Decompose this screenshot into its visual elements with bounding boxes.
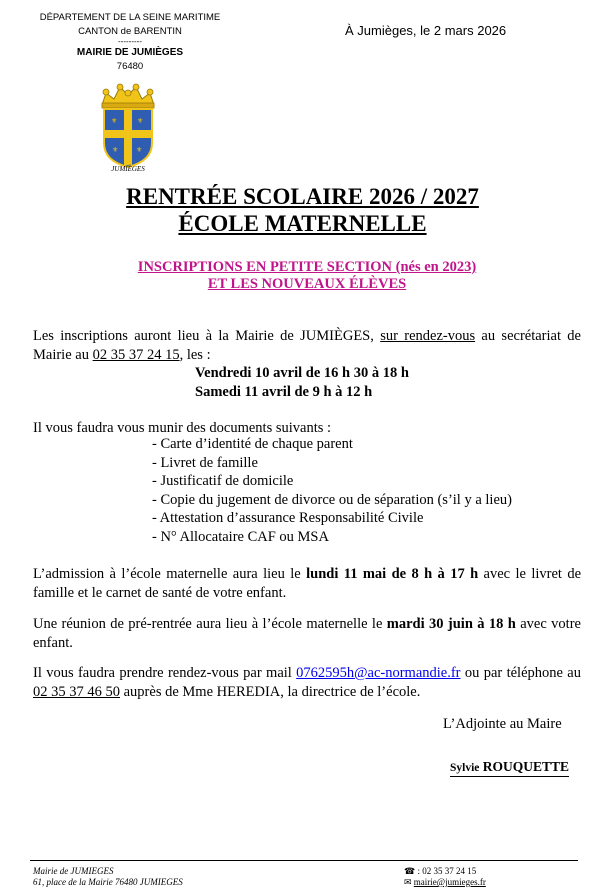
schedule-friday: Vendredi 10 avril de 16 h 30 à 18 h bbox=[195, 365, 409, 381]
meeting-text-2: avec votre enfant. bbox=[33, 616, 581, 651]
footer-phone: : 02 35 37 24 15 bbox=[417, 866, 477, 876]
contact-text-1: Il vous faudra prendre rendez-vous par mail bbox=[33, 665, 297, 681]
intro-text-2: au secrétariat de Mairie au bbox=[33, 328, 581, 363]
intro-paragraph bbox=[33, 327, 581, 364]
list-item: - Livret de famille bbox=[152, 454, 258, 471]
contact-paragraph bbox=[33, 664, 581, 701]
svg-text:⚜: ⚜ bbox=[111, 117, 118, 125]
signature-name bbox=[450, 759, 569, 777]
school-email-link[interactable]: 0762595h@ac-normandie.fr bbox=[296, 665, 461, 681]
department-line: DÉPARTEMENT DE LA SEINE MARITIME bbox=[39, 12, 221, 23]
footer-street: 61, place de la Mairie 76480 JUMIEGES bbox=[33, 877, 183, 887]
intro-text-3: , les : bbox=[179, 346, 211, 363]
letterhead bbox=[22, 11, 238, 73]
mairie-phone: 02 35 37 24 15 bbox=[92, 346, 180, 363]
coat-of-arms bbox=[96, 83, 160, 175]
phone-icon: ☎ bbox=[404, 866, 416, 876]
canton-line: CANTON de BARENTIN bbox=[78, 25, 182, 37]
footer-address bbox=[33, 866, 183, 888]
intro-text-1: Les inscriptions auront lieu à la Mairie de JUMIÈGES, bbox=[33, 328, 381, 344]
date-line: À Jumièges, le 2 mars 2026 bbox=[345, 23, 507, 38]
footer-contact bbox=[404, 866, 486, 888]
crest-label: JUMIÈGES bbox=[111, 165, 145, 173]
svg-text:⚜: ⚜ bbox=[137, 117, 144, 125]
footer-email-line bbox=[404, 877, 486, 888]
documents-intro: Il vous faudra vous munir des documents suivants : bbox=[33, 420, 332, 436]
list-item: - N° Allocataire CAF ou MSA bbox=[152, 528, 329, 545]
footer-phone-line bbox=[404, 866, 486, 877]
schedule-saturday: Samedi 11 avril de 9 h à 12 h bbox=[195, 383, 373, 400]
meeting-date: mardi 30 juin à 18 h bbox=[386, 616, 516, 632]
list-item: - Justificatif de domicile bbox=[152, 473, 294, 489]
mail-icon: ✉ bbox=[404, 877, 412, 887]
header-separator: --------- bbox=[118, 37, 142, 46]
admission-text-1: L’admission à l’école maternelle aura lieu le bbox=[33, 566, 307, 582]
meeting-text-1: Une réunion de pré-rentrée aura lieu à l’école maternelle le bbox=[33, 616, 387, 632]
admission-paragraph bbox=[33, 565, 581, 602]
postcode: 76480 bbox=[116, 60, 144, 72]
mairie-name: MAIRIE DE JUMIÈGES bbox=[76, 47, 184, 58]
signature-last-name: ROUQUETTE bbox=[482, 759, 570, 774]
signature-first-name: Sylvie bbox=[450, 762, 480, 774]
svg-text:⚜: ⚜ bbox=[112, 146, 119, 154]
school-phone: 02 35 37 46 50 bbox=[33, 683, 120, 700]
admission-date: lundi 11 mai de 8 h à 17 h bbox=[306, 566, 479, 582]
meeting-paragraph bbox=[33, 615, 581, 652]
footer-mairie: Mairie de JUMIEGES bbox=[33, 866, 114, 876]
contact-text-3: auprès de Mme HEREDIA, la directrice de l’école. bbox=[120, 683, 421, 700]
list-item: - Attestation d’assurance Responsabilité Civile bbox=[152, 510, 424, 526]
page-title: RENTRÉE SCOLAIRE 2026 / 2027 bbox=[126, 184, 479, 209]
subtitle-line-2: ET LES NOUVEAUX ÉLÈVES bbox=[207, 276, 407, 292]
footer-divider bbox=[30, 860, 578, 861]
footer-email-link[interactable]: mairie@jumieges.fr bbox=[413, 877, 486, 887]
rdv-text: sur rendez-vous bbox=[380, 328, 476, 344]
signature-role: L’Adjointe au Maire bbox=[443, 716, 562, 732]
list-item: - Copie du jugement de divorce ou de séparation (s’il y a lieu) bbox=[152, 491, 512, 508]
page-subtitle-title: ÉCOLE MATERNELLE bbox=[178, 211, 427, 236]
subtitle-line-1: INSCRIPTIONS EN PETITE SECTION (nés en 2023) bbox=[137, 259, 477, 275]
documents-list bbox=[152, 435, 512, 546]
schedule bbox=[195, 364, 409, 401]
list-item: - Carte d’identité de chaque parent bbox=[152, 436, 353, 452]
contact-text-2: ou par téléphone au bbox=[460, 665, 581, 681]
svg-text:⚜: ⚜ bbox=[136, 146, 143, 154]
admission-text-2: avec le livret de famille et le carnet de santé de votre enfant. bbox=[33, 566, 582, 601]
